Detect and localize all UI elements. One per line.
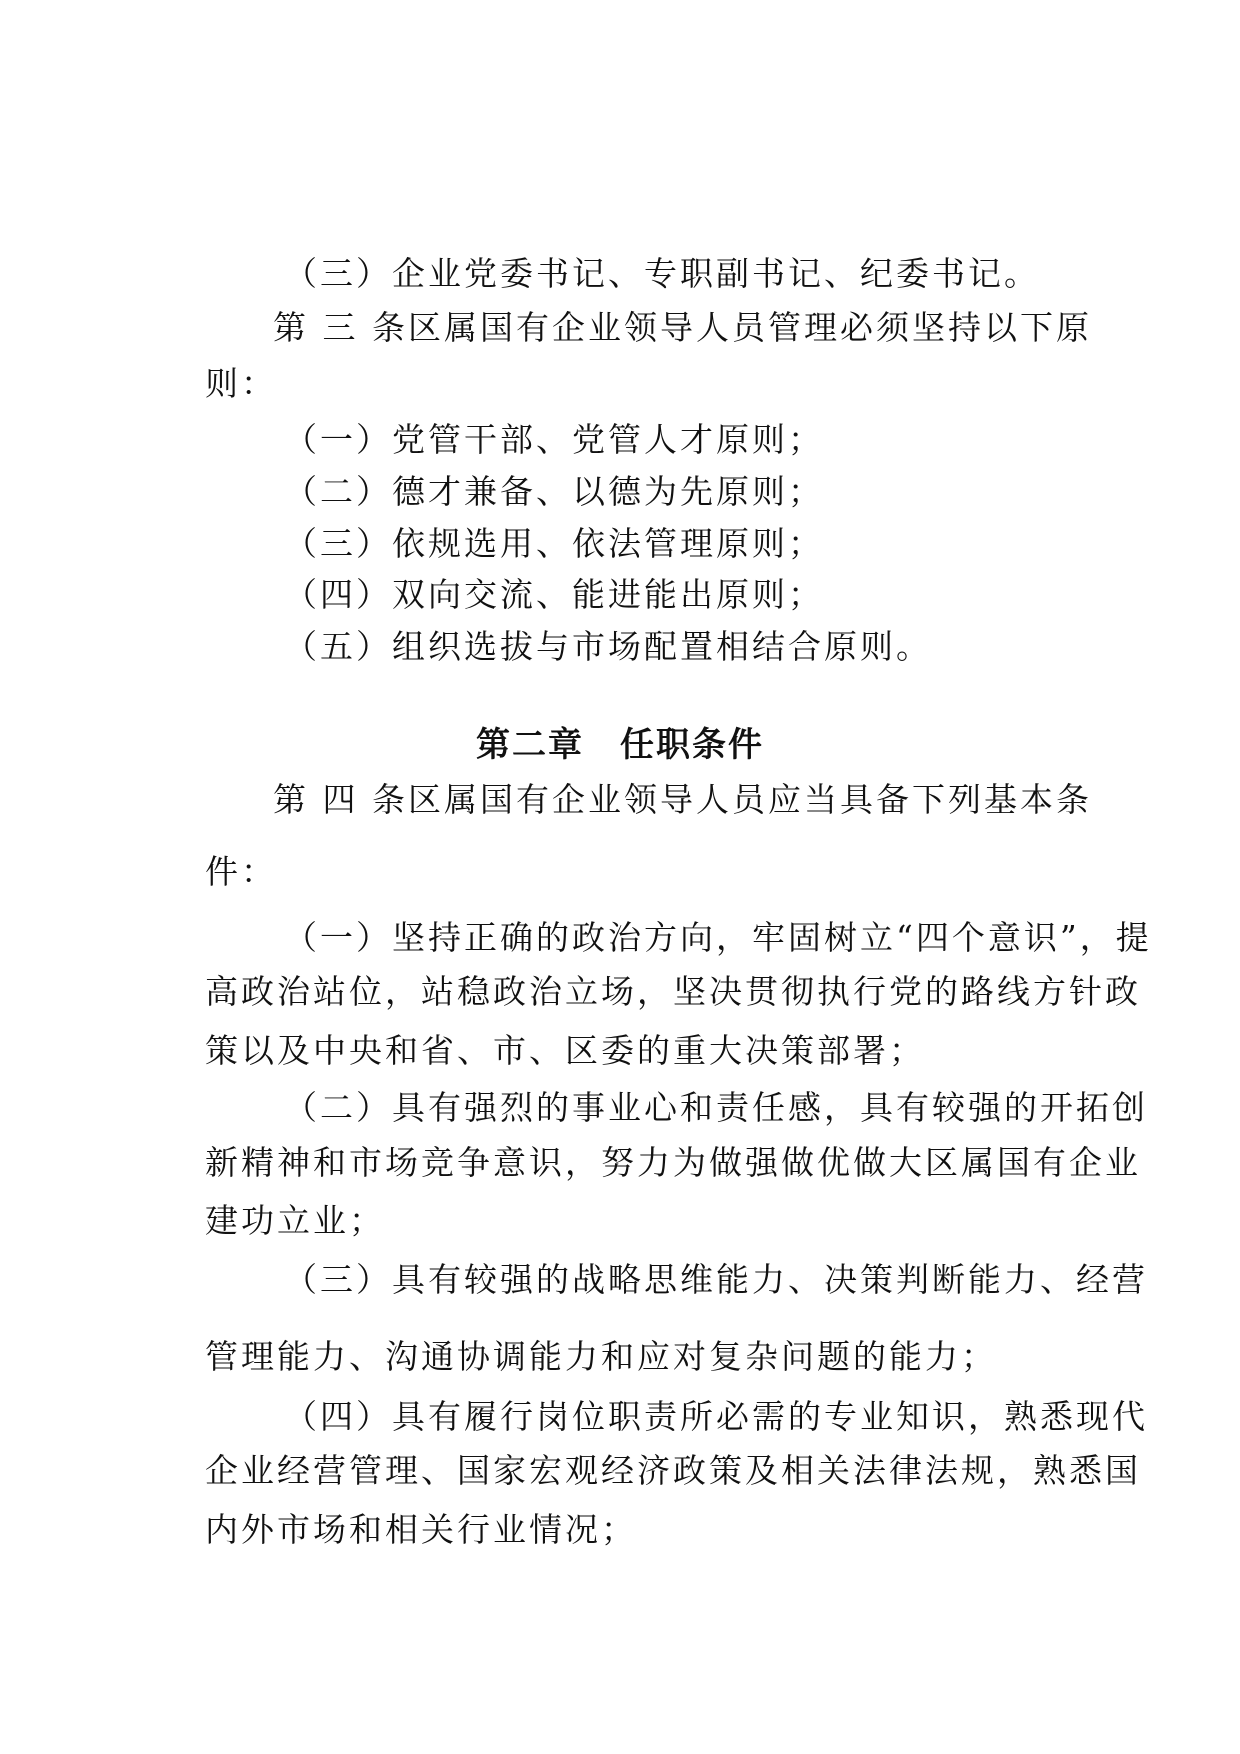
paragraph-line: （四）具有履行岗位职责所必需的专业知识，熟悉现代: [284, 1397, 1148, 1436]
paragraph-line: 管理能力、沟通协调能力和应对复杂问题的能力；: [205, 1337, 997, 1376]
list-item: （三）依规选用、依法管理原则；: [284, 524, 824, 563]
paragraph-line: 建功立业；: [205, 1201, 385, 1240]
chapter-heading: 第二章 任职条件: [476, 725, 764, 765]
paragraph-line: 高政治站位，站稳政治立场，坚决贯彻执行党的路线方针政: [205, 972, 1141, 1011]
paragraph-line: 内外市场和相关行业情况；: [205, 1510, 637, 1549]
article-4-label: 第四条: [273, 780, 408, 819]
list-item: （一）党管干部、党管人才原则；: [284, 420, 824, 459]
list-item: （五）组织选拔与市场配置相结合原则。: [284, 627, 932, 666]
paragraph-line: （三）企业党委书记、专职副书记、纪委书记。: [284, 254, 1040, 293]
paragraph-line: （一）坚持正确的政治方向，牢固树立“四个意识”，提: [284, 918, 1152, 957]
article-4-line: [273, 770, 1092, 830]
list-item: （二）德才兼备、以德为先原则；: [284, 472, 824, 511]
article-3-label: 第三条: [273, 308, 408, 347]
article-3-line: [273, 298, 1092, 358]
paragraph-line: 新精神和市场竞争意识，努力为做强做优做大区属国有企业: [205, 1143, 1141, 1182]
paragraph-line: 策以及中央和省、市、区委的重大决策部署；: [205, 1031, 925, 1070]
article-4-text: 区属国有企业领导人员应当具备下列基本条: [408, 780, 1092, 819]
paragraph-line: （二）具有强烈的事业心和责任感，具有较强的开拓创: [284, 1088, 1148, 1127]
paragraph-line: （三）具有较强的战略思维能力、决策判断能力、经营: [284, 1260, 1148, 1299]
list-item: （四）双向交流、能进能出原则；: [284, 575, 824, 614]
paragraph-line: 件：: [205, 852, 277, 891]
paragraph-line: 企业经营管理、国家宏观经济政策及相关法律法规，熟悉国: [205, 1451, 1141, 1490]
paragraph-line: 则：: [205, 364, 277, 403]
article-3-text: 区属国有企业领导人员管理必须坚持以下原: [408, 308, 1092, 347]
